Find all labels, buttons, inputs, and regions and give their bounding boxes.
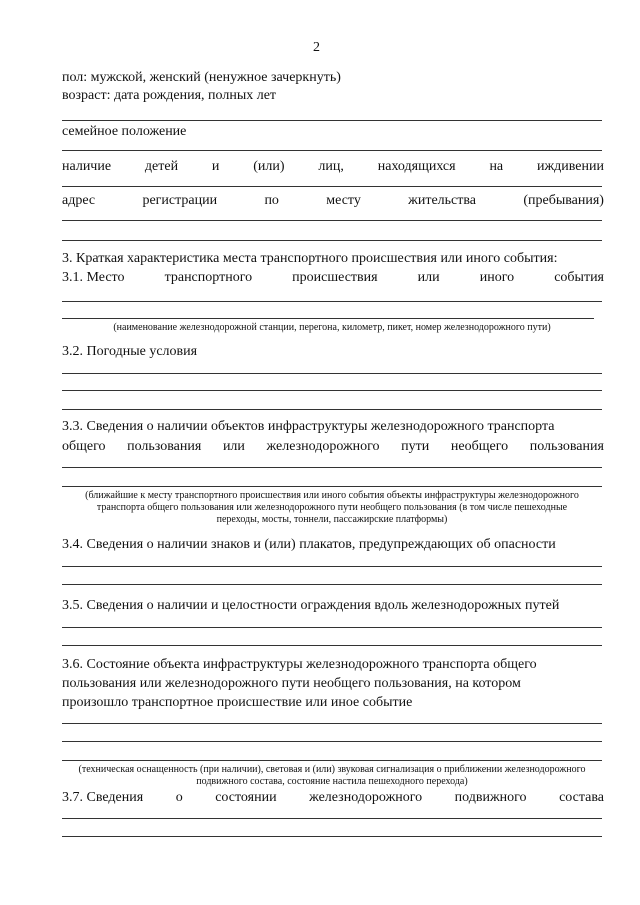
section-3-1-word: 3.1. Место	[62, 270, 125, 285]
address-word: регистрации	[142, 193, 218, 208]
age-fill-line	[62, 120, 602, 121]
section-3-6-caption-line2: подвижного состава, состояние настила пешеходного перехода)	[196, 776, 468, 787]
address-fill-line	[62, 240, 602, 241]
dependents-word: лиц,	[318, 159, 344, 174]
section-3-2-fill-line	[62, 373, 602, 374]
section-3-1-caption: (наименование железнодорожной станции, перегона, километр, пикет, номер железнодорожного пути)	[113, 322, 551, 333]
section-3-3-label-line1: 3.3. Сведения о наличии объектов инфраструктуры железнодорожного транспорта	[62, 419, 555, 434]
section-3-3-fill-line	[62, 486, 602, 487]
address-word: (пребывания)	[523, 193, 604, 208]
dependents-word: на	[489, 159, 504, 174]
address-word: по	[264, 193, 279, 208]
section-3-5-fill-line	[62, 627, 602, 628]
section-3-6-caption-line1: (техническая оснащенность (при наличии), световая и (или) звуковая сигнализация о приближении железнодорожного	[78, 764, 586, 775]
section-3-3-word: необщего	[450, 439, 509, 454]
section-3-7-word: состава	[559, 790, 604, 805]
section-3-1-word: или	[417, 270, 440, 285]
dependents-word: и	[211, 159, 220, 174]
section-3-3-fill-line	[62, 467, 602, 468]
section-3-2-label: 3.2. Погодные условия	[62, 344, 198, 359]
section-3-7-fill-line	[62, 836, 602, 837]
section-3-3-word: общего	[62, 439, 106, 454]
section-3-1-fill-line	[62, 301, 602, 302]
section-3-5-label: 3.5. Сведения о наличии и целостности ограждения вдоль железнодорожных путей	[62, 598, 560, 613]
address-fill-line	[62, 220, 602, 221]
page-number: 2	[313, 40, 320, 55]
age-field-label: возраст: дата рождения, полных лет	[62, 88, 277, 103]
address-word: месту	[326, 193, 361, 208]
section-3-2-fill-line	[62, 409, 602, 410]
section-3-4-fill-line	[62, 566, 602, 567]
marital-fill-line	[62, 150, 602, 151]
dependents-word: находящихся	[377, 159, 456, 174]
section-3-6-label-line2: пользования или железнодорожного пути необщего пользования, на котором	[62, 676, 521, 691]
section-3-3-word: пути	[401, 439, 430, 454]
section-3-1-fill-line	[62, 318, 594, 319]
section-3-2-fill-line	[62, 390, 602, 391]
section-3-7-word: подвижного	[454, 790, 527, 805]
sex-field-label: пол: мужской, женский (ненужное зачеркнуть)	[62, 70, 341, 85]
section-3-1-word: иного	[479, 270, 515, 285]
address-label	[62, 193, 604, 209]
section-3-7-fill-line	[62, 818, 602, 819]
section-3-3-caption-line3: переходы, мосты, тоннели, пассажирские платформы)	[216, 514, 448, 525]
section-3-3-word: или	[222, 439, 245, 454]
address-word: жительства	[408, 193, 477, 208]
address-word: адрес	[62, 193, 96, 208]
dependents-word: (или)	[253, 159, 285, 174]
section-3-7-word: железнодорожного	[309, 790, 423, 805]
section-3-3-word: железнодорожного	[266, 439, 380, 454]
section-3-3-word: пользования	[529, 439, 604, 454]
section-3-title: 3. Краткая характеристика места транспортного происшествия или иного события:	[62, 251, 558, 266]
dependents-word: детей	[144, 159, 179, 174]
section-3-3-caption-line2: транспорта общего пользования или железнодорожного пути необщего пользования (в том числе пешеходные	[96, 502, 568, 513]
section-3-6-fill-line	[62, 741, 602, 742]
section-3-4-fill-line	[62, 584, 602, 585]
section-3-1-label	[62, 270, 604, 286]
section-3-6-fill-line	[62, 760, 602, 761]
section-3-4-label: 3.4. Сведения о наличии знаков и (или) плакатов, предупреждающих об опасности	[62, 537, 556, 552]
section-3-3-label-line2	[62, 439, 604, 455]
section-3-1-word: происшествия	[292, 270, 378, 285]
dependents-label	[62, 159, 604, 175]
section-3-5-fill-line	[62, 645, 602, 646]
section-3-6-label-line1: 3.6. Состояние объекта инфраструктуры железнодорожного транспорта общего	[62, 657, 537, 672]
section-3-1-word: транспортного	[164, 270, 253, 285]
section-3-6-fill-line	[62, 723, 602, 724]
marital-status-label: семейное положение	[62, 124, 187, 139]
section-3-3-caption-line1: (ближайшие к месту транспортного происшествия или иного события объекты инфраструктуры железнодорожного	[85, 490, 579, 501]
section-3-3-word: пользования	[127, 439, 202, 454]
dependents-fill-line	[62, 186, 602, 187]
section-3-1-word: события	[554, 270, 604, 285]
section-3-7-word: о	[175, 790, 183, 805]
section-3-6-label-line3: произошло транспортное происшествие или иное событие	[62, 695, 413, 710]
dependents-word: наличие	[62, 159, 112, 174]
dependents-word: иждивении	[537, 159, 604, 174]
section-3-7-word: 3.7. Сведения	[62, 790, 144, 805]
section-3-7-label	[62, 790, 604, 806]
section-3-7-word: состоянии	[215, 790, 277, 805]
